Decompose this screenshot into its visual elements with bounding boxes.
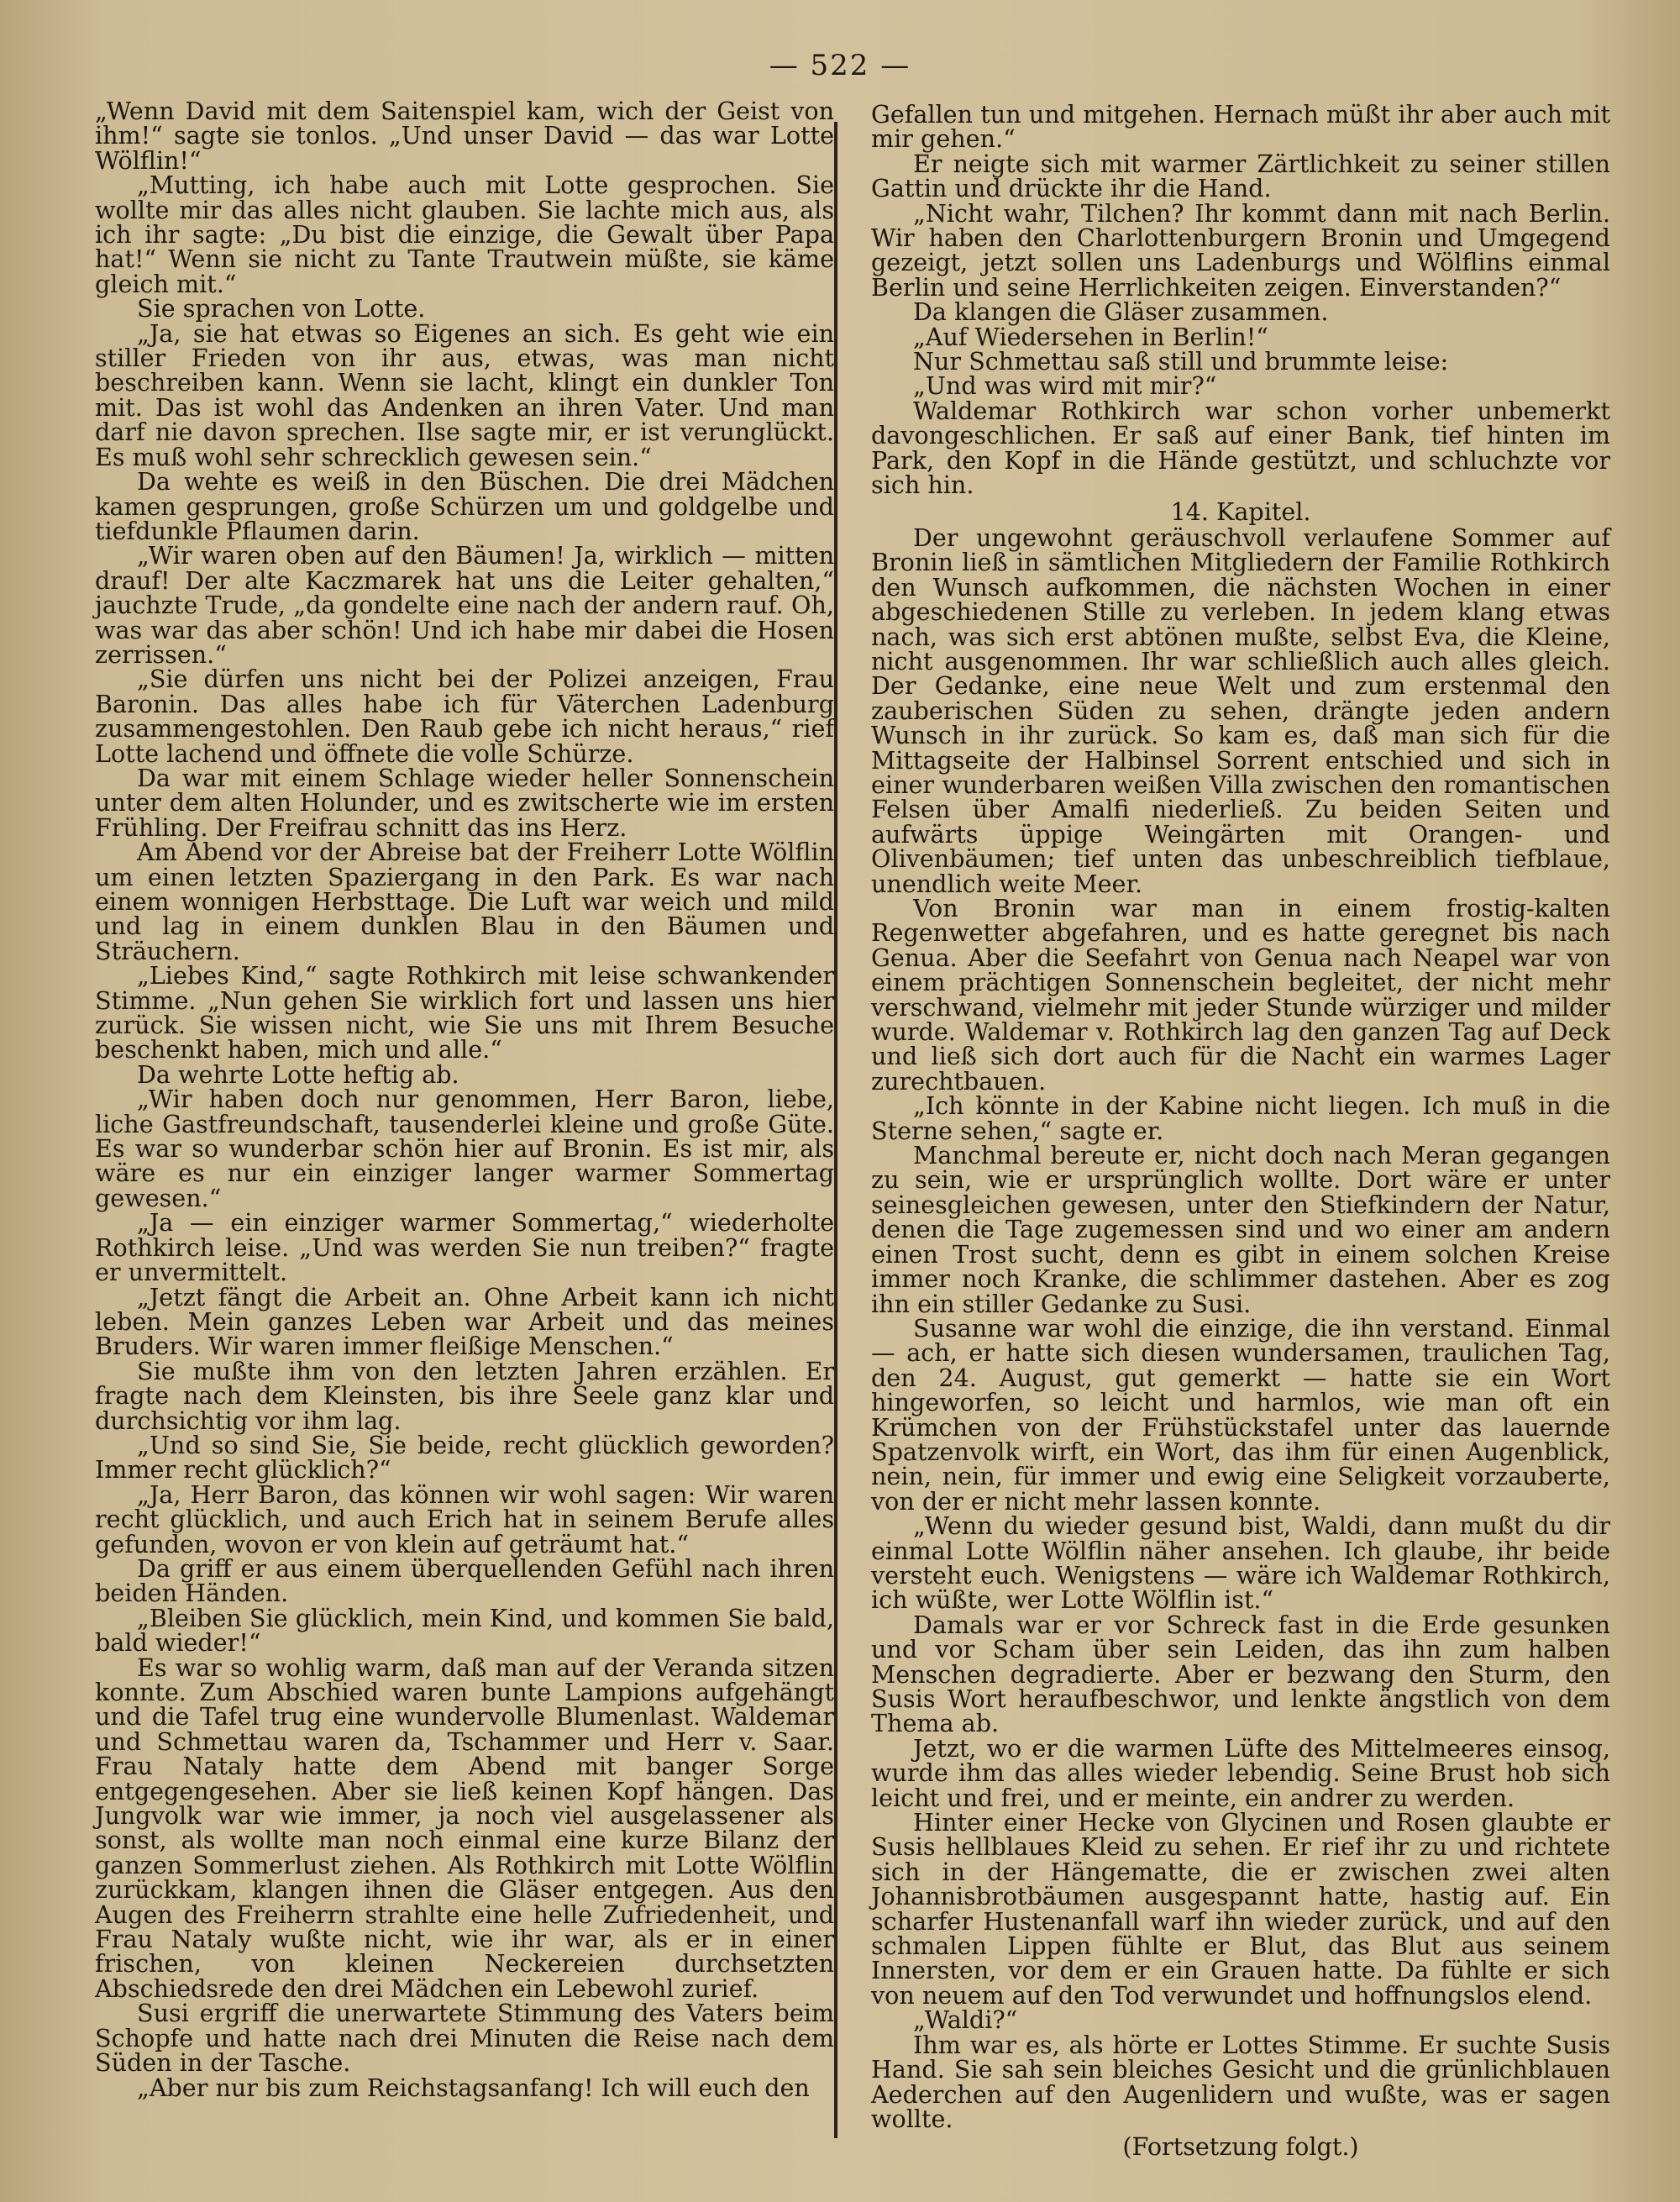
paragraph: Er neigte sich mit warmer Zärtlichkeit zu seiner stillen Gattin und drückte ihr die Hand. (871, 149, 1610, 203)
paragraph: „Ich könnte in der Kabine nicht liegen. Ich muß in die Sterne sehen,“ sagte er. (871, 1091, 1610, 1145)
paragraph: Gefallen tun und mitgehen. Hernach müßt ihr aber auch mit mir gehen.“ (871, 100, 1610, 154)
paragraph: Da wehte es weiß in den Büschen. Die drei Mädchen kamen gesprungen, große Schürzen um und goldgelbe und tiefdunkle Pflaumen darin. (95, 467, 834, 545)
paragraph: „Und so sind Sie, Sie beide, recht glücklich geworden? Immer recht glücklich?“ (95, 1430, 834, 1485)
paragraph: Jetzt, wo er die warmen Lüfte des Mittelmeeres einsog, wurde ihm das alles wieder lebendig. Seine Brust hob sich leicht und frei, und er meinte, ein andrer zu werden. (871, 1733, 1610, 1812)
paragraph: „Nicht wahr, Tilchen? Ihr kommt dann mit nach Berlin. Wir haben den Charlottenburgern Bronin und Umgegend gezeigt, jetzt sollen uns Ladenburgs und Wölflins einmal Berlin und seine Herrlichkeiten zeigen. Einverstanden?“ (871, 198, 1610, 302)
paragraph: Susi ergriff die unerwartete Stimmung des Vaters beim Schopfe und hatte nach drei Minuten die Reise nach dem Süden in der Tasche. (95, 1999, 834, 2078)
paragraph: Sie mußte ihm von den letzten Jahren erzählen. Er fragte nach dem Kleinsten, bis ihre Seele ganz klar und durchsichtig vor ihm lag. (95, 1356, 834, 1435)
paragraph: Der ungewohnt geräuschvoll verlaufene Sommer auf Bronin ließ in sämtlichen Mitgliedern der Familie Rothkirch den Wunsch aufkommen, die nächsten Wochen in einer abgeschiedenen Stille zu verleben. In jedem klang etwas nach, was sich erst abtönen mußte, selbst Eva, die Kleine, nicht ausgenommen. Ihr war schließlich auch alles gleich. Der Gedanke, eine neue Welt und zum erstenmal den zauberischen Süden zu sehen, drängte jeden andern Wunsch in ihr zurück. So kam es, daß man sich für die Mittagseite der Halbinsel Sorrent entschied und sich in einer wunderbaren weißen Villa zwischen den romantischen Felsen über Amalfi niederließ. Zu beiden Seiten und aufwärts üppige Weingärten mit Orangen- und Olivenbäumen; tief unten das unbeschreiblich tiefblaue, unendlich weite Meer. (871, 523, 1610, 898)
right-column (871, 102, 1610, 2160)
paragraph: Da wehrte Lotte heftig ab. (137, 1059, 459, 1089)
page-number: — 522 — (769, 49, 911, 82)
paragraph: Damals war er vor Schreck fast in die Erde gesunken und vor Scham über sein Leiden, das ihn zum halben Menschen degradierte. Aber er bezwang den Sturm, den Susis Wort heraufbeschwor, und lenkte ängstlich von dem Thema ab. (871, 1610, 1610, 1738)
paragraph: „Wenn du wieder gesund bist, Waldi, dann mußt du dir einmal Lotte Wölflin näher ansehen. Ich glaube, ihr beide versteht euch. Wenigstens — wäre ich Waldemar Rothkirch, ich wüßte, wer Lotte Wölflin ist.“ (871, 1511, 1610, 1615)
paragraph: „Ja, Herr Baron, das können wir wohl sagen: Wir waren recht glücklich, und auch Erich hat in seinem Berufe alles gefunden, wovon er von klein auf geträumt hat.“ (95, 1479, 834, 1558)
paragraph: Hinter einer Hecke von Glycinen und Rosen glaubte er Susis hellblaues Kleid zu sehen. Er rief ihr zu und richtete sich in der Hängematte, die er zwischen zwei alten Johannisbrotbäumen ausgespannt hatte, hastig auf. Ein scharfer Hustenanfall warf ihn wieder zurück, und auf den schmalen Lippen fühlte er Blut, das Blut aus seinem Innersten, vor dem er ein Grauen hatte. Da fühlte er sich von neuem auf den Tod verwundet und hoffnungslos elend. (871, 1808, 1610, 2010)
paragraph: „Liebes Kind,“ sagte Rothkirch mit leise schwankender Stimme. „Nun gehen Sie wirklich fort und lassen uns hier zurück. Sie wissen nicht, wie Sie uns mit Ihrem Besuche beschenkt haben, mich und alle.“ (95, 961, 834, 1064)
paragraph: Manchmal bereute er, nicht doch nach Meran gegangen zu sein, wie er ursprünglich wollte. Dort wäre er unter seinesgleichen gewesen, unter den Stiefkindern der Natur, denen die Tage zugemessen sind und wo einer am andern einen Trost sucht, denn es gibt in einem solchen Kreise immer noch Kranke, die schlimmer dastehen. Aber es zog ihn ein stiller Gedanke zu Susi. (871, 1141, 1610, 1318)
paragraph: „Auf Wiedersehen in Berlin!“ (913, 322, 1268, 351)
paragraph: Da klangen die Gläser zusammen. (913, 297, 1329, 327)
paragraph: „Wir haben doch nur genommen, Herr Baron, liebe, liche Gastfreundschaft, tausenderlei kleine und große Güte. Es war so wunderbar schön hier auf Bronin. Es ist mir, als wäre es nur ein einziger langer warmer Sommertag gewesen.“ (95, 1085, 834, 1212)
paragraph: „Waldi?“ (913, 2005, 1018, 2035)
paragraph: „Sie dürfen uns nicht bei der Polizei anzeigen, Frau Baronin. Das alles habe ich für Väterchen Ladenburg zusammengestohlen. Den Raub gebe ich nicht heraus,“ rief Lotte lachend und öffnete die volle Schürze. (95, 665, 834, 768)
chapter-heading: 14. Kapitel. (1170, 497, 1311, 526)
left-column (95, 99, 834, 2100)
paragraph: Von Bronin war man in einem frostig-kalten Regenwetter abgefahren, und es hatte geregnet bis nach Genua. Aber die Seefahrt von Genua nach Neapel war von einem prächtigen Sonnenschein begleitet, der nicht mehr verschwand, vielmehr mit jeder Stunde würziger und milder wurde. Waldemar v. Rothkirch lag den ganzen Tag auf Deck und ließ sich dort auch für die Nacht ein warmes Lager zurechtbauen. (871, 894, 1610, 1096)
paragraph: „Wir waren oben auf den Bäumen! Ja, wirklich — mitten drauf! Der alte Kaczmarek hat uns die Leiter gehalten,“ jauchzte Trude, „da gondelte eine nach der andern rauf. Oh, was war das aber schön! Und ich habe mir dabei die Hosen zerrissen.“ (95, 541, 834, 669)
paragraph: Es war so wohlig warm, daß man auf der Veranda sitzen konnte. Zum Abschied waren bunte Lampions aufgehängt und die Tafel trug eine wundervolle Blumenlast. Waldemar und Schmettau waren da, Tschammer und Herr v. Saar. Frau Nataly hatte dem Abend mit banger Sorge entgegengesehen. Aber sie ließ keinen Kopf hängen. Das Jungvolk war wie immer, ja noch viel ausgelassener als sonst, als wollte man noch einmal eine kurze Bilanz der ganzen Sommerlust ziehen. Als Rothkirch mit Lotte Wölflin zurückkam, klangen ihnen die Gläser entgegen. Aus den Augen des Freiherrn strahlte eine helle Zufriedenheit, und Frau Nataly wußte nicht, wie ihr war, als er in einer frischen, von kleinen Neckereien durchsetzten Abschiedsrede den drei Mädchen ein Lebewohl zurief. (95, 1653, 834, 2003)
paragraph: Da griff er aus einem überquellenden Gefühl nach ihren beiden Händen. (95, 1553, 834, 1608)
column-divider (834, 122, 837, 2138)
paragraph: „Und was wird mit mir?“ (913, 371, 1217, 401)
paragraph: „Ja — ein einziger warmer Sommertag,“ wiederholte Rothkirch leise. „Und was werden Sie nun treiben?“ fragte er unvermittelt. (95, 1208, 834, 1287)
paragraph: Am Abend vor der Abreise bat der Freiherr Lotte Wölflin um einen letzten Spaziergang in den Park. Es war nach einem wonnigen Herbsttage. Die Luft war weich und mild und lag in einem dunklen Blau in den Bäumen und Sträuchern. (95, 838, 834, 965)
continued-note: (Fortsetzung folgt.) (1122, 2132, 1359, 2162)
paragraph: Sie sprachen von Lotte. (137, 294, 426, 323)
paragraph: „Bleiben Sie glücklich, mein Kind, und kommen Sie bald, bald wieder!“ (95, 1603, 834, 1658)
paragraph: Nur Schmettau saß still und brummte leise: (913, 347, 1449, 376)
paragraph: Susanne war wohl die einzige, die ihn verstand. Einmal — ach, er hatte sich diesen wundersamen, traulichen Tag, den 24. August, gut gemerkt — hatte sie ein Wort hingeworfen, so leicht und harmlos, wie man oft ein Krümchen von der Frühstückstafel unter das lauernde Spatzenvolk wirft, ein Wort, das ihm für einen Augenblick, nein, nein, für immer und ewig eine Seligkeit vorzauberte, von der er nicht mehr lassen konnte. (871, 1313, 1610, 1516)
paragraph: „Aber nur bis zum Reichstagsanfang! Ich will euch den (137, 2073, 810, 2102)
paragraph: Ihm war es, als hörte er Lottes Stimme. Er suchte Susis Hand. Sie sah sein bleiches Gesicht und die grünlichblauen Aederchen auf den Augenlidern und wußte, was er sagen wollte. (871, 2030, 1610, 2133)
paragraph: „Jetzt fängt die Arbeit an. Ohne Arbeit kann ich nicht leben. Mein ganzes Leben war Arbeit und das meines Bruders. Wir waren immer fleißige Menschen.“ (95, 1282, 834, 1361)
paragraph: „Mutting, ich habe auch mit Lotte gesprochen. Sie wollte mir das alles nicht glauben. Sie lachte mich aus, als ich ihr sagte: „Du bist die einzige, die Gewalt über Papa hat!“ Wenn sie nicht zu Tante Trautwein müßte, sie käme gleich mit.“ (95, 171, 834, 298)
paragraph: „Wenn David mit dem Saitenspiel kam, wich der Geist von ihm!“ sagte sie tonlos. „Und unser David — das war Lotte Wölflin!“ (95, 97, 834, 175)
paragraph: Waldemar Rothkirch war schon vorher unbemerkt davongeschlichen. Er saß auf einer Bank, tief hinten im Park, den Kopf in die Hände gestützt, und schluchzte vor sich hin. (871, 396, 1610, 500)
paragraph: Da war mit einem Schlage wieder heller Sonnenschein unter dem alten Holunder, und es zwitscherte wie im ersten Frühling. Der Freifrau schnitt das ins Herz. (95, 763, 834, 842)
paragraph: „Ja, sie hat etwas so Eigenes an sich. Es geht wie ein stiller Frieden von ihr aus, etwas, was man nicht beschreiben kann. Wenn sie lacht, klingt ein dunkler Ton mit. Das ist wohl das Andenken an ihren Vater. Und man darf nie davon sprechen. Ilse sagte mir, er ist verunglückt. Es muß wohl sehr schrecklich gewesen sein.“ (95, 318, 834, 471)
